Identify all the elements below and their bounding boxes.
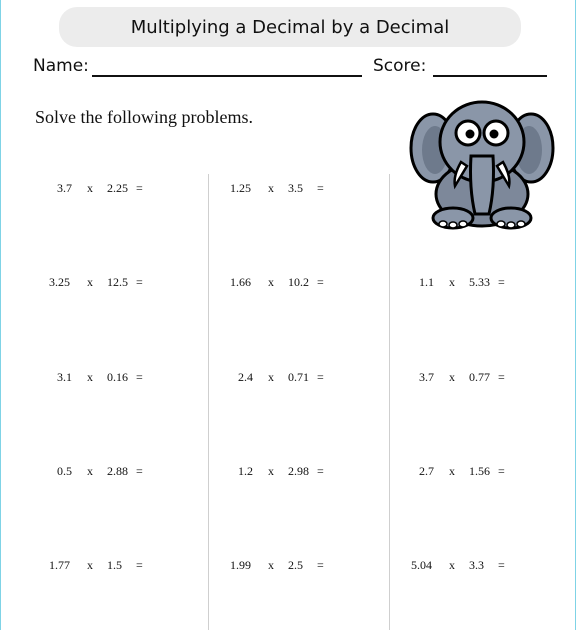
equals-sign: =: [136, 558, 143, 572]
factor-b: 0.77: [469, 370, 490, 384]
column-divider: [389, 174, 390, 630]
name-blank: [92, 75, 362, 77]
factor-b: 5.33: [469, 275, 490, 289]
factor-a: 2.4: [238, 370, 253, 384]
equals-sign: =: [317, 275, 324, 289]
factor-a: 1.77: [49, 558, 70, 572]
factor-a: 3.7: [419, 370, 434, 384]
equals-sign: =: [136, 181, 143, 195]
score-blank: [433, 75, 547, 77]
equals-sign: =: [317, 558, 324, 572]
factor-a: 2.7: [419, 464, 434, 478]
problem-row: [230, 370, 380, 386]
multiply-sign: x: [268, 464, 274, 478]
multiply-sign: x: [449, 370, 455, 384]
factor-b: 3.3: [469, 558, 484, 572]
factor-b: 2.25: [107, 181, 128, 195]
factor-a: 0.5: [57, 464, 72, 478]
factor-b: 1.56: [469, 464, 490, 478]
factor-b: 2.5: [288, 558, 303, 572]
problem-row: [49, 464, 199, 480]
equals-sign: =: [498, 558, 505, 572]
problem-row: [411, 464, 561, 480]
problem-row: [230, 464, 380, 480]
equals-sign: =: [317, 370, 324, 384]
equals-sign: =: [136, 464, 143, 478]
equals-sign: =: [498, 464, 505, 478]
equals-sign: =: [498, 370, 505, 384]
multiply-sign: x: [87, 370, 93, 384]
factor-b: 2.88: [107, 464, 128, 478]
equals-sign: =: [136, 370, 143, 384]
factor-a: 3.25: [49, 275, 70, 289]
factor-a: 1.2: [238, 464, 253, 478]
factor-b: 1.5: [107, 558, 122, 572]
problem-row: [49, 558, 199, 574]
factor-a: 3.7: [57, 181, 72, 195]
instructions: Solve the following problems.: [35, 107, 253, 127]
multiply-sign: x: [268, 558, 274, 572]
problem-row: [49, 370, 199, 386]
score-label: Score:: [373, 56, 427, 76]
multiply-sign: x: [87, 558, 93, 572]
worksheet-title: Multiplying a Decimal by a Decimal: [59, 7, 521, 47]
multiply-sign: x: [449, 275, 455, 289]
multiply-sign: x: [449, 464, 455, 478]
problem-row: [411, 370, 561, 386]
multiply-sign: x: [268, 181, 274, 195]
factor-a: 3.1: [57, 370, 72, 384]
equals-sign: =: [498, 275, 505, 289]
multiply-sign: x: [268, 370, 274, 384]
name-label: Name:: [33, 56, 89, 76]
factor-b: 2.98: [288, 464, 309, 478]
factor-b: 0.71: [288, 370, 309, 384]
factor-a: 1.25: [230, 181, 251, 195]
factor-b: 3.5: [288, 181, 303, 195]
multiply-sign: x: [268, 275, 274, 289]
problem-row: [411, 558, 561, 574]
factor-a: 1.99: [230, 558, 251, 572]
problem-row: [49, 181, 199, 197]
problem-row: [230, 275, 380, 291]
column-divider: [208, 174, 209, 630]
factor-a: 1.66: [230, 275, 251, 289]
name-score-row: [33, 56, 549, 80]
multiply-sign: x: [87, 181, 93, 195]
problem-row: [411, 275, 561, 291]
problem-row: [49, 275, 199, 291]
factor-b: 0.16: [107, 370, 128, 384]
factor-b: 12.5: [107, 275, 128, 289]
equals-sign: =: [317, 464, 324, 478]
problem-row: [230, 181, 380, 197]
problem-row: [230, 558, 380, 574]
equals-sign: =: [136, 275, 143, 289]
multiply-sign: x: [87, 464, 93, 478]
equals-sign: =: [317, 181, 324, 195]
factor-b: 10.2: [288, 275, 309, 289]
elephant-icon: [409, 96, 555, 232]
factor-a: 5.04: [411, 558, 432, 572]
multiply-sign: x: [87, 275, 93, 289]
multiply-sign: x: [449, 558, 455, 572]
factor-a: 1.1: [419, 275, 434, 289]
